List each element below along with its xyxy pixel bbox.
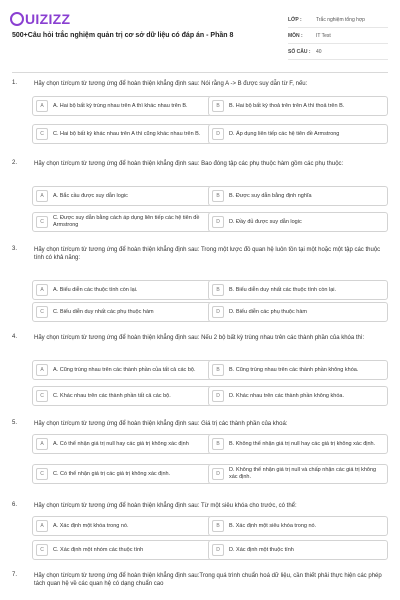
option-text: B. Hai bộ bất kỳ thoả trên trên A thì thoả trên B. <box>229 102 345 109</box>
option-letter: A <box>36 190 48 202</box>
option-text: B. Được suy dẫn bằng định nghĩa <box>229 192 312 199</box>
option-text: A. Cũng trùng nhau trên các thành phần của tất cả các bộ. <box>53 366 196 373</box>
option-b[interactable] <box>208 360 388 380</box>
question-6 <box>12 502 388 564</box>
option-text: D. Biểu diễn các phụ thuộc hàm <box>229 308 307 315</box>
option-d[interactable] <box>208 464 388 484</box>
option-letter: B <box>212 100 224 112</box>
option-text: A. Có thể nhận giá trị null hay các giá trị không xác định <box>53 440 189 447</box>
option-letter: A <box>36 364 48 376</box>
option-c[interactable] <box>32 302 212 322</box>
question-number: 4. <box>12 334 18 340</box>
worksheet-title: 500+Câu hỏi trắc nghiệm quản trị cơ sở dữ liệu có đáp án - Phần 8 <box>12 32 234 39</box>
option-letter: A <box>36 284 48 296</box>
option-text: D. Xác định một thuộc tính <box>229 546 294 553</box>
option-text: B. Cũng trùng nhau trên các thành phần không khóa. <box>229 366 359 373</box>
option-letter: B <box>212 284 224 296</box>
option-d[interactable] <box>208 302 388 322</box>
option-letter: D <box>212 390 224 402</box>
meta-subject-value: IT Test <box>316 32 331 39</box>
option-a[interactable] <box>32 96 212 116</box>
option-b[interactable] <box>208 280 388 300</box>
meta-subject-row <box>288 28 388 44</box>
meta-count-value: 40 <box>316 48 322 55</box>
option-text: A. Xác định một khóa trong nó. <box>53 522 129 529</box>
option-d[interactable] <box>208 386 388 406</box>
question-5 <box>12 420 388 490</box>
option-letter: D <box>212 544 224 556</box>
option-b[interactable] <box>208 434 388 454</box>
question-text: Hãy chọn từ/cụm từ tương ứng để hoàn thiện khẳng định sau:Trong quá trình chuẩn hoá dữ liệu, cần thiết phải thực hiện các phép tách quan hệ về các quan hệ có dạng chuẩn cao <box>34 573 382 587</box>
option-letter: C <box>36 216 48 228</box>
option-letter: A <box>36 520 48 532</box>
question-text: Hãy chọn từ/cụm từ tương ứng để hoàn thiện khẳng định sau: Giá trị các thành phần của khoá: <box>34 421 288 427</box>
option-c[interactable] <box>32 540 212 560</box>
option-text: B. Biểu diễn duy nhất các thuộc tính còn lại. <box>229 286 337 293</box>
option-d[interactable] <box>208 540 388 560</box>
option-c[interactable] <box>32 464 212 484</box>
worksheet-header <box>0 0 400 70</box>
question-number: 6. <box>12 502 18 508</box>
meta-class-key: LỚP : <box>288 16 302 23</box>
question-7 <box>12 572 388 598</box>
question-number: 1. <box>12 80 18 86</box>
option-text: A. Biểu diễn các thuộc tính còn lại. <box>53 286 138 293</box>
option-letter: D <box>212 468 224 480</box>
option-letter: B <box>212 190 224 202</box>
option-letter: C <box>36 128 48 140</box>
option-letter: D <box>212 128 224 140</box>
option-a[interactable] <box>32 516 212 536</box>
option-b[interactable] <box>208 186 388 206</box>
option-d[interactable] <box>208 124 388 144</box>
question-4 <box>12 334 388 410</box>
question-number: 2. <box>12 160 18 166</box>
option-letter: C <box>36 544 48 556</box>
option-a[interactable] <box>32 360 212 380</box>
option-text: D. Khác nhau trên các thành phần không khóa. <box>229 392 344 399</box>
option-text: D. Không thể nhận giá trị null và chấp nhận các giá trị không xác định. <box>229 467 377 480</box>
logo-text: UIZIZZ <box>25 11 71 27</box>
option-c[interactable] <box>32 212 212 232</box>
question-text: Hãy chọn từ/cụm từ tương ứng để hoàn thiện khẳng định sau: Nói rằng A -> B được suy dẫn từ F, nếu: <box>34 81 308 87</box>
option-letter: B <box>212 520 224 532</box>
question-number: 5. <box>12 420 18 426</box>
option-b[interactable] <box>208 96 388 116</box>
meta-class-row <box>288 12 388 28</box>
option-letter: C <box>36 468 48 480</box>
option-a[interactable] <box>32 186 212 206</box>
option-letter: B <box>212 364 224 376</box>
question-text: Hãy chọn từ/cụm từ tương ứng để hoàn thiện khẳng định sau: Từ một siêu khóa cho trước, có thể: <box>34 503 297 509</box>
option-a[interactable] <box>32 280 212 300</box>
option-letter: D <box>212 216 224 228</box>
option-text: C. Có thể nhận giá trị các giá trị không xác định. <box>53 470 171 477</box>
question-1 <box>12 80 388 150</box>
option-d[interactable] <box>208 212 388 232</box>
option-text: A. Bắc cầu được suy dẫn logic <box>53 192 128 199</box>
option-text: C. Khác nhau trên các thành phần tất cả các bộ. <box>53 392 171 399</box>
option-letter: B <box>212 438 224 450</box>
question-3 <box>12 246 388 322</box>
meta-class-value: Trắc nghiệm tổng hợp <box>316 16 365 23</box>
option-c[interactable] <box>32 386 212 406</box>
question-text: Hãy chọn từ/cụm từ tương ứng để hoàn thiện khẳng định sau: Nếu 2 bộ bất kỳ trùng nhau trên các thành phần của khóa thì: <box>34 335 365 341</box>
logo-q-icon <box>10 12 24 26</box>
option-text: B. Xác định một siêu khóa trong nó. <box>229 522 317 529</box>
option-text: C. Biểu diễn duy nhất các phụ thuộc hàm <box>53 308 154 315</box>
question-text: Hãy chọn từ/cụm từ tương ứng để hoàn thiện khẳng định sau: Bao đóng tập các phụ thuộc hàm gồm các phụ thuộc: <box>34 161 344 167</box>
meta-count-row <box>288 44 388 60</box>
option-text: A. Hai bộ bất kỳ trùng nhau trên A thì khác nhau trên B. <box>53 102 188 109</box>
option-text: D. Áp dụng liên tiếp các hệ tiên đề Armstrong <box>229 130 340 137</box>
option-text: D. Đầy đủ được suy dẫn logic <box>229 218 302 225</box>
question-2 <box>12 160 388 236</box>
option-letter: A <box>36 438 48 450</box>
quizizz-logo[interactable] <box>10 10 70 27</box>
option-text: C. Xác định một nhóm các thuộc tính <box>53 546 144 553</box>
option-letter: D <box>212 306 224 318</box>
option-letter: A <box>36 100 48 112</box>
option-a[interactable] <box>32 434 212 454</box>
option-text: C. Được suy dẫn bằng cách áp dụng liên tiếp các hệ tiên đề Armstrong <box>53 215 200 228</box>
option-c[interactable] <box>32 124 212 144</box>
option-text: C. Hai bộ bất kỳ khác nhau trên A thì cũng khác nhau trên B. <box>53 130 201 137</box>
header-divider <box>12 72 388 73</box>
question-number: 7. <box>12 572 18 578</box>
option-b[interactable] <box>208 516 388 536</box>
option-letter: C <box>36 390 48 402</box>
option-text: B. Không thể nhận giá trị null hay các giá trị không xác định. <box>229 440 376 447</box>
meta-count-key: SỐ CÂU : <box>288 48 311 55</box>
option-letter: C <box>36 306 48 318</box>
meta-subject-key: MÔN : <box>288 32 303 39</box>
question-number: 3. <box>12 246 18 252</box>
worksheet-meta <box>288 12 388 60</box>
question-text: Hãy chọn từ/cụm từ tương ứng để hoàn thiện khẳng định sau: Trong một lược đồ quan hệ luôn tồn tại một hoặc một tập các thuộc tính có khả năng: <box>34 247 381 261</box>
